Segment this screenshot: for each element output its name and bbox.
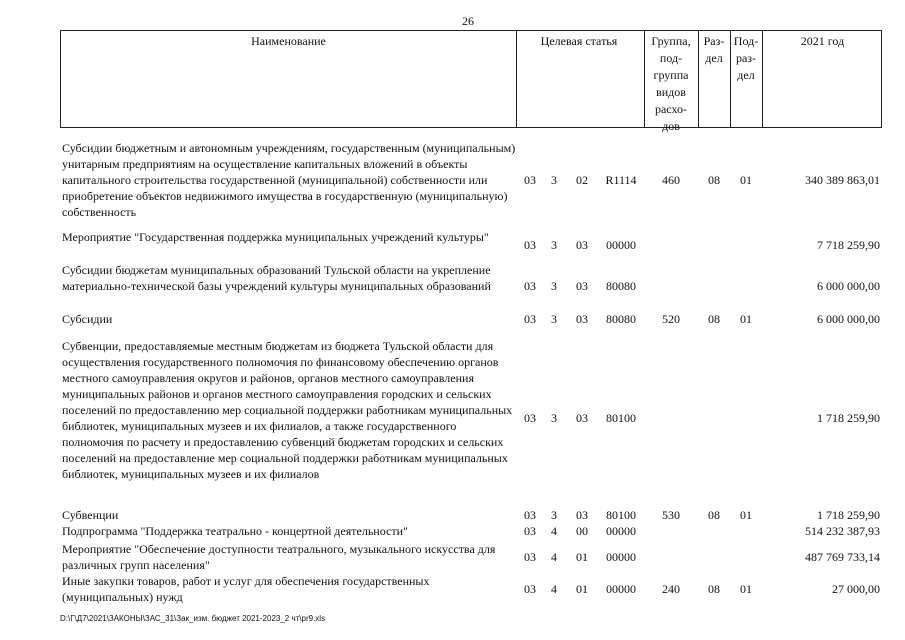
- row-group: 520: [662, 312, 680, 326]
- row-amount: 1 718 259,90: [817, 508, 880, 522]
- row-name: Субсидии бюджетам муниципальных образований Тульской области на укрепление материально-технической базы учреждений культуры муниципальных образований: [62, 263, 491, 293]
- row-code-3: 00: [576, 524, 588, 538]
- row-name: Субсидии: [62, 312, 113, 326]
- row-amount: 6 000 000,00: [817, 312, 880, 326]
- row-group: 460: [662, 173, 680, 187]
- row-code-1: 03: [524, 582, 536, 596]
- row-code-1: 03: [524, 173, 536, 187]
- row-code-1: 03: [524, 279, 536, 293]
- table-row: [0, 573, 905, 605]
- row-group: 530: [662, 508, 680, 522]
- row-code-3: 03: [576, 312, 588, 326]
- header-group: Группа, под- группа видов расхо- дов: [651, 34, 691, 133]
- row-code-1: 03: [524, 312, 536, 326]
- row-code-2: 4: [551, 582, 557, 596]
- row-code-2: 3: [551, 238, 557, 252]
- row-section: 08: [708, 508, 720, 522]
- row-code-3: 02: [576, 173, 588, 187]
- row-code-1: 03: [524, 508, 536, 522]
- table-row: [0, 140, 905, 220]
- row-code-1: 03: [524, 411, 536, 425]
- row-name: Субсидии бюджетным и автономным учреждениям, государственным (муниципальным) унитарным предприятиям на осуществление капитальных вложений в объекты капитального строительства государственной (муниципальной) собственности или приобретение объектов недвижимого имущества в государственную (муниципальную) собственность: [62, 141, 516, 219]
- header-target: Целевая статья: [540, 34, 618, 48]
- row-amount: 514 232 387,93: [805, 524, 880, 538]
- row-code-4: 00000: [606, 238, 636, 252]
- table-row: [0, 523, 905, 539]
- row-code-4: 00000: [606, 524, 636, 538]
- file-path-footer: D:\Г\Д7\2021\ЗАКОНЫ\ЗАС_31\Зак_изм. бюджет 2021-2023_2 чт\pr9.xls: [60, 614, 326, 623]
- row-code-2: 3: [551, 508, 557, 522]
- row-name: Субвенции, предоставляемые местным бюджетам из бюджета Тульской области для осуществления государственного полномочия по финансовому обеспечению органов местного самоуправления округов и районов, органов местного самоуправления муниципальных районов и органов местного самоуправления городских и сельских поселений по предоставлению мер социальной поддержки работникам муниципальных библиотек, муниципальных музеев и их филиалов, а также государственного полномочия по расчету и предоставлению субвенций бюджетам городских и сельских поселений на предоставление мер социальной поддержки работникам муниципальных библиотек, муниципальных музеев и их филиалов: [62, 339, 513, 481]
- row-code-3: 03: [576, 508, 588, 522]
- row-name: Иные закупки товаров, работ и услуг для обеспечения государственных (муниципальных) нужд: [62, 574, 430, 604]
- row-section: 08: [708, 173, 720, 187]
- row-code-2: 4: [551, 550, 557, 564]
- row-amount: 487 769 733,14: [805, 550, 880, 564]
- row-name: Субвенции: [62, 508, 119, 522]
- table-row: [0, 311, 905, 327]
- row-code-4: 80080: [606, 279, 636, 293]
- row-name: Подпрограмма "Поддержка театрально - концертной деятельности": [62, 524, 408, 538]
- row-code-1: 03: [524, 238, 536, 252]
- table-row: [0, 338, 905, 498]
- row-code-4: 00000: [606, 550, 636, 564]
- row-code-3: 03: [576, 238, 588, 252]
- page-number: 26: [462, 14, 474, 28]
- row-code-3: 01: [576, 550, 588, 564]
- row-subsection: 01: [740, 582, 752, 596]
- row-code-4: 00000: [606, 582, 636, 596]
- row-code-1: 03: [524, 524, 536, 538]
- row-code-2: 3: [551, 312, 557, 326]
- row-subsection: 01: [740, 508, 752, 522]
- row-code-2: 4: [551, 524, 557, 538]
- row-code-3: 01: [576, 582, 588, 596]
- row-name: Мероприятие "Обеспечение доступности театрального, музыкального искусства для различных групп населения": [62, 542, 496, 572]
- row-group: 240: [662, 582, 680, 596]
- row-amount: 6 000 000,00: [817, 279, 880, 293]
- row-code-2: 3: [551, 173, 557, 187]
- row-section: 08: [708, 582, 720, 596]
- row-code-1: 03: [524, 550, 536, 564]
- table-row: [0, 541, 905, 573]
- row-subsection: 01: [740, 312, 752, 326]
- row-amount: 340 389 863,01: [805, 173, 880, 187]
- header-year: 2021 год: [800, 34, 845, 48]
- row-amount: 1 718 259,90: [817, 411, 880, 425]
- table-row: [0, 262, 905, 310]
- row-code-2: 3: [551, 411, 557, 425]
- header-name: Наименование: [251, 34, 326, 48]
- header-subsection: Под- раз- дел: [733, 34, 759, 82]
- row-code-3: 03: [576, 411, 588, 425]
- row-code-2: 3: [551, 279, 557, 293]
- row-code-4: 80100: [606, 411, 636, 425]
- row-code-4: R1114: [605, 173, 637, 187]
- row-code-3: 03: [576, 279, 588, 293]
- row-amount: 27 000,00: [832, 582, 880, 596]
- table-header: [60, 30, 882, 133]
- header-section: Раз- дел: [703, 34, 725, 65]
- row-code-4: 80100: [606, 508, 636, 522]
- row-section: 08: [708, 312, 720, 326]
- row-name: Мероприятие "Государственная поддержка муниципальных учреждений культуры": [62, 230, 489, 244]
- row-code-4: 80080: [606, 312, 636, 326]
- row-amount: 7 718 259,90: [817, 238, 880, 252]
- table-row: [0, 507, 905, 523]
- table-row: [0, 229, 905, 261]
- row-subsection: 01: [740, 173, 752, 187]
